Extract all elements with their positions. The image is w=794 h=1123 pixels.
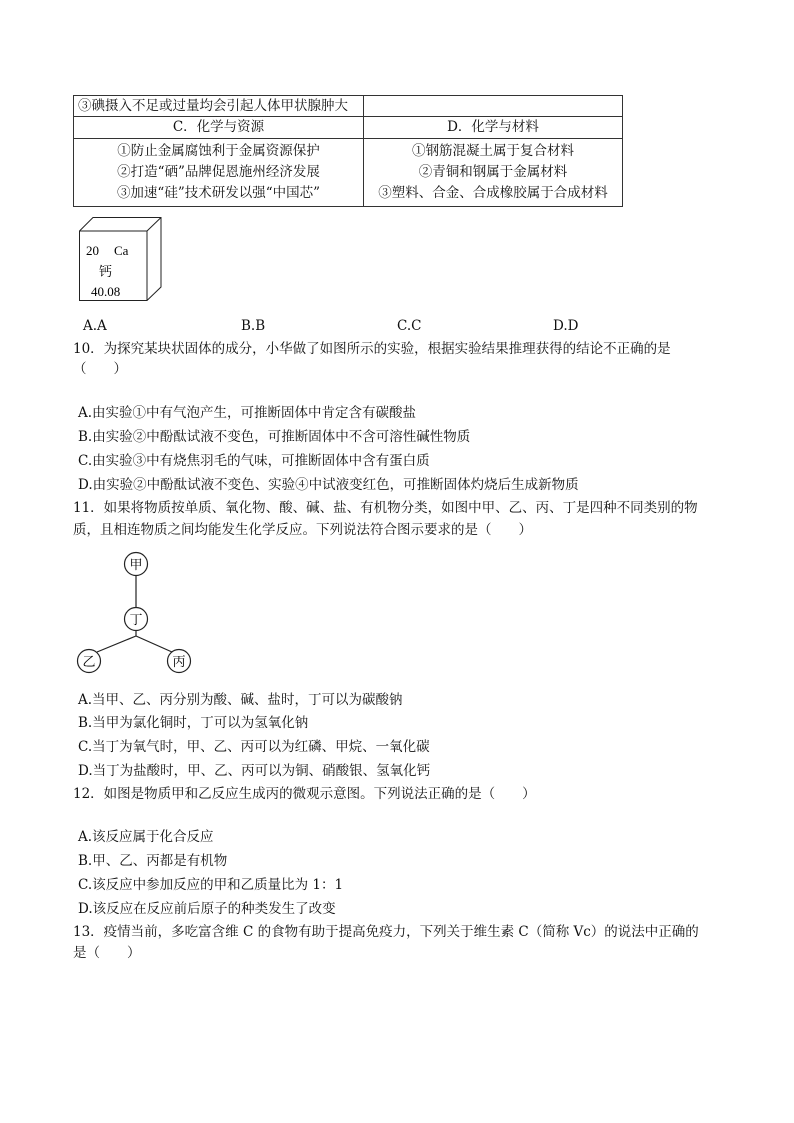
calcium-element-cube (79, 217, 169, 311)
q10-stem-line2: （ ） (73, 361, 127, 377)
q11-option-b[interactable]: B.当甲为氯化铜时，丁可以为氢氧化钠 (78, 715, 309, 731)
q11-relation-diagram (70, 548, 200, 678)
list-item: ①防止金属腐蚀利于金属资源保护 (117, 143, 320, 159)
list-item: ①钢筋混凝土属于复合材料 (412, 143, 574, 159)
q13-stem-line2: 是（ ） (73, 945, 141, 961)
table-cell-c-items (74, 139, 364, 207)
q12-option-c[interactable]: C.该反应中参加反应的甲和乙质量比为 1：1 (78, 877, 344, 893)
q11-option-a[interactable]: A.当甲、乙、丙分别为酸、碱、盐时，丁可以为碳酸钠 (78, 692, 403, 708)
table-cell-d-items (364, 139, 623, 207)
q9-option-b[interactable]: B.B (241, 318, 266, 334)
list-item: ②打造“硒”品牌促恩施州经济发展 (117, 164, 320, 180)
list-item: ③塑料、合金、合成橡胶属于合成材料 (378, 185, 608, 201)
q11-option-d[interactable]: D.当丁为盐酸时，甲、乙、丙可以为铜、硝酸银、氢氧化钙 (78, 763, 431, 779)
q10-option-a[interactable]: A.由实验①中有气泡产生，可推断固体中肯定含有碳酸盐 (78, 405, 417, 421)
knowledge-table (73, 95, 623, 207)
table-cell-a3: ③碘摄入不足或过量均会引起人体甲状腺肿大 (74, 96, 364, 117)
q13-stem-line1: 13．疫情当前，多吃富含维 C 的食物有助于提高免疫力，下列关于维生素 C（简称 Vc）的说法中正确的 (73, 924, 699, 940)
element-cube-figure (79, 217, 169, 307)
atomic-mass: 40.08 (91, 284, 121, 299)
table-header-d: D．化学与材料 (364, 117, 623, 139)
q12-option-a[interactable]: A.该反应属于化合反应 (78, 829, 214, 845)
node-yi-label: 乙 (82, 655, 96, 670)
q11-option-c[interactable]: C.当丁为氧气时，甲、乙、丙可以为红磷、甲烷、一氧化碳 (78, 739, 430, 755)
list-item: ②青铜和钢属于金属材料 (418, 164, 568, 180)
q9-option-d[interactable]: D.D (553, 318, 579, 334)
q10-stem-line1: 10．为探究某块状固体的成分，小华做了如图所示的实验，根据实验结果推理获得的结论不正确的是 (73, 341, 671, 357)
atomic-number: 20 (86, 243, 99, 258)
node-ding-label: 丁 (129, 613, 143, 628)
q10-option-c[interactable]: C.由实验③中有烧焦羽毛的气味，可推断固体中含有蛋白质 (78, 453, 430, 469)
q12-option-d[interactable]: D.该反应在反应前后原子的种类发生了改变 (78, 901, 336, 917)
q10-option-b[interactable]: B.由实验②中酚酞试液不变色，可推断固体中不含可溶性碱性物质 (78, 429, 471, 445)
node-jia-label: 甲 (129, 558, 143, 573)
element-name: 钙 (99, 265, 113, 280)
q12-option-b[interactable]: B.甲、乙、丙都是有机物 (78, 853, 228, 869)
q9-option-a[interactable]: A.A (83, 318, 107, 334)
q10-option-d[interactable]: D.由实验②中酚酞试液不变色、实验④中试液变红色，可推断固体灼烧后生成新物质 (78, 477, 579, 493)
node-bing-label: 丙 (172, 655, 186, 670)
q11-stem-line2: 质，且相连物质之间均能发生化学反应。下列说法符合图示要求的是（ ） (73, 522, 532, 538)
q12-stem: 12．如图是物质甲和乙反应生成丙的微观示意图。下列说法正确的是（ ） (73, 786, 536, 802)
element-symbol: Ca (114, 243, 129, 258)
q11-stem-line1: 11．如果将物质按单质、氧化物、酸、碱、盐、有机物分类，如图中甲、乙、丙、丁是四种不同类别的物 (73, 500, 698, 516)
list-item: ③加速“硅”技术研发以强“中国芯” (116, 185, 321, 201)
q9-option-c[interactable]: C.C (397, 318, 422, 334)
table-header-c: C．化学与资源 (74, 117, 364, 139)
table-cell-empty (364, 96, 623, 117)
